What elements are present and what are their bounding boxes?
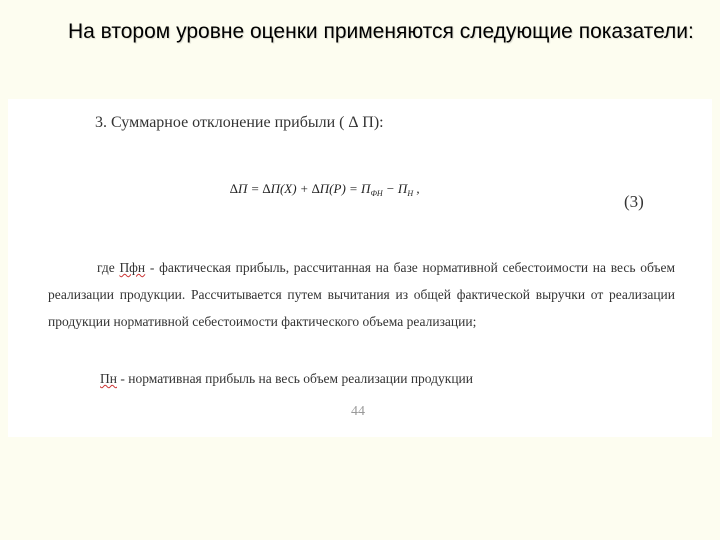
term-pfn: Пфн xyxy=(119,260,146,275)
section-title: 3. Суммарное отклонение прибыли ( ∆ П): xyxy=(95,114,384,131)
profit-deviation-formula xyxy=(230,181,420,197)
formula-trailing: , xyxy=(413,181,420,196)
formula-subscript-n: Н xyxy=(407,189,414,198)
formula-number: (3) xyxy=(624,192,644,211)
term-pn: Пн xyxy=(100,371,117,386)
slide-heading: На втором уровне оценки применяются следующие показатели: xyxy=(68,20,694,43)
formula-lhs: ∆П = ∆П(Х) + ∆П(Р) = П xyxy=(230,181,371,196)
paragraph-text: - фактическая прибыль, рассчитанная на базе нормативной себестоимости на весь объем реализации продукции. Рассчитывается путем вычитания из общей фактической выручки от реализации продукции нормативной себестоимости фактического объема реализации; xyxy=(48,260,675,329)
paragraph-text: - нормативная прибыль на весь объем реализации продукции xyxy=(116,371,474,386)
definition-paragraph-pfn xyxy=(48,254,675,335)
page-number: 44 xyxy=(351,404,365,419)
formula-minus: − П xyxy=(382,181,408,196)
definition-paragraph-pn xyxy=(100,365,720,392)
document-image xyxy=(8,99,712,437)
formula-subscript-fn: ФН xyxy=(370,189,383,198)
paragraph-lead: где xyxy=(97,260,120,275)
